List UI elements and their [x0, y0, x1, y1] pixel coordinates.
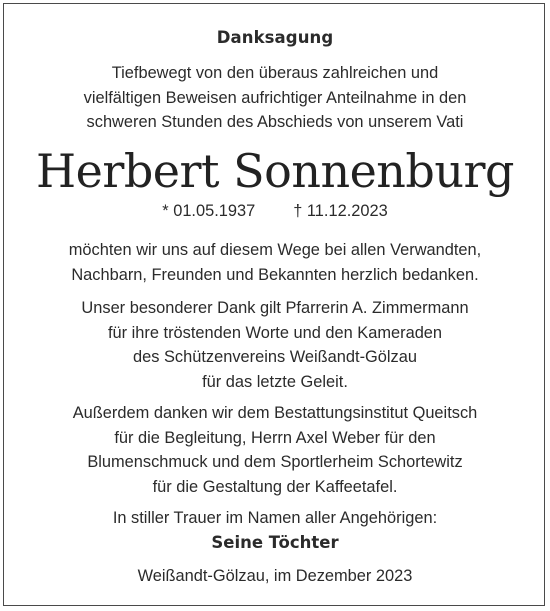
- further-thanks-line: Außerdem danken wir dem Bestattungsinstitut Queitsch: [72, 404, 478, 422]
- signature: Seine Töchter: [211, 533, 339, 552]
- intro-line: schweren Stunden des Abschieds von unserem Vati: [86, 113, 464, 131]
- special-thanks-line: für ihre tröstenden Worte und den Kameraden: [107, 323, 443, 342]
- further-thanks-line: für die Gestaltung der Kaffeetafel.: [152, 477, 398, 496]
- further-thanks-paragraph: [0, 401, 550, 499]
- special-thanks-line: für das letzte Geleit.: [202, 372, 348, 391]
- death-date: † 11.12.2023: [293, 202, 388, 220]
- deceased-name: Herbert Sonnenburg: [36, 144, 514, 198]
- thanks-line: möchten wir uns auf diesem Wege bei allen Verwandten,: [68, 241, 482, 259]
- special-thanks-paragraph: [0, 296, 550, 394]
- thanks-line: Nachbarn, Freunden und Bekannten herzlich bedanken.: [71, 265, 479, 284]
- mourning-line: In stiller Trauer im Namen aller Angehörigen:: [112, 509, 438, 527]
- intro-paragraph: [0, 61, 550, 135]
- intro-line: Tiefbewegt von den überaus zahlreichen und: [111, 64, 439, 82]
- special-thanks-line: des Schützenvereins Weißandt-Gölzau: [133, 348, 417, 366]
- further-thanks-line: für die Begleitung, Herrn Axel Weber für den: [114, 428, 436, 447]
- life-dates: [0, 202, 550, 221]
- further-thanks-line: Blumenschmuck und dem Sportlerheim Schortewitz: [87, 453, 463, 471]
- notice-heading: Danksagung: [216, 28, 334, 47]
- intro-line: vielfältigen Beweisen aufrichtiger Anteilnahme in den: [83, 88, 467, 107]
- place-and-date: Weißandt-Gölzau, im Dezember 2023: [137, 567, 413, 585]
- birth-date: * 01.05.1937: [162, 202, 256, 220]
- thanks-paragraph: [0, 238, 550, 287]
- special-thanks-line: Unser besonderer Dank gilt Pfarrerin A. Zimmermann: [81, 299, 469, 317]
